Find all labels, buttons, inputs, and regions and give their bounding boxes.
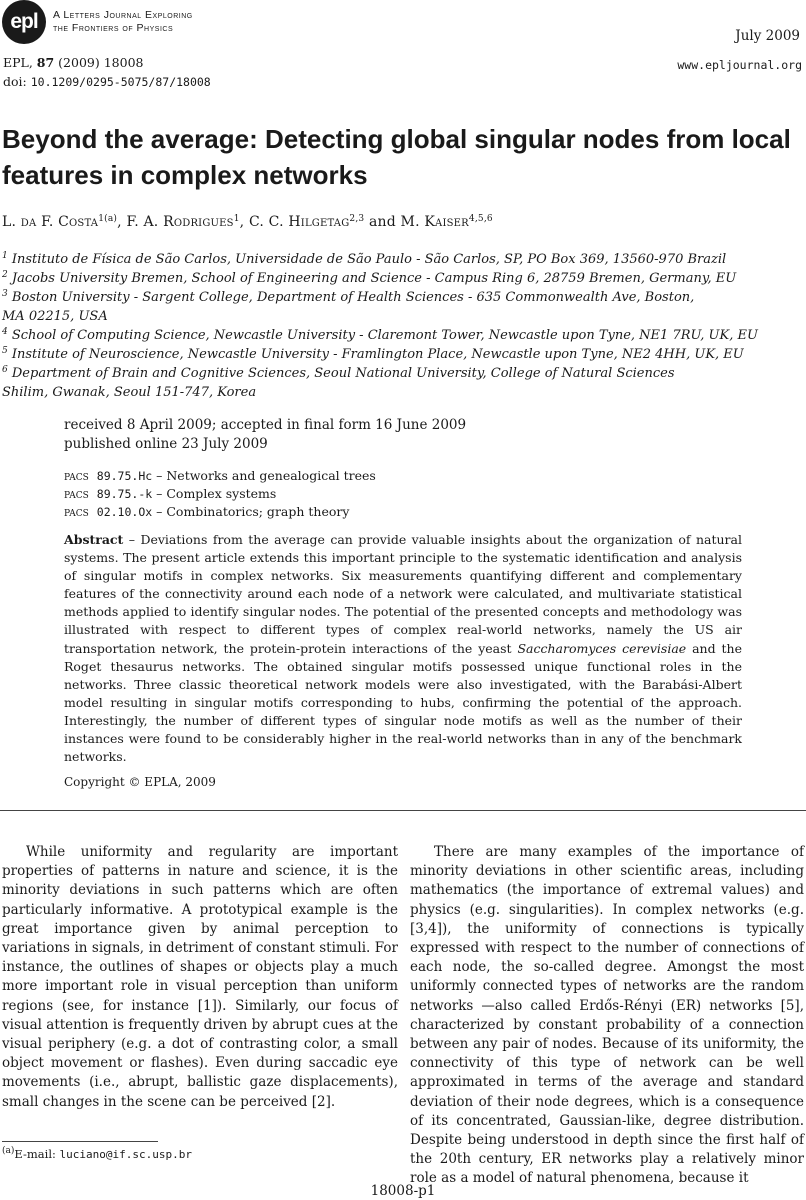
affiliation-1: $^1$ Instituto de Física de São Carlos, Universidade de São Paulo - São Carlos, SP, PO Box 369, 13560-970 Brazil xyxy=(2,251,727,267)
pacs-code-1: pacs 89.75.Hc – Networks and genealogical trees xyxy=(64,468,376,483)
footnote-divider xyxy=(2,1141,158,1142)
section-divider xyxy=(0,810,806,811)
doi-line: doi: 10.1209/0295-5075/87/18008 xyxy=(3,74,211,89)
body-column-right xyxy=(410,843,804,1189)
tagline-line-1: A Letters Journal Exploring xyxy=(53,9,193,21)
tagline-line-2: the Frontiers of Physics xyxy=(53,22,174,34)
body-column-left xyxy=(2,843,398,1112)
journal-website-link[interactable]: www.epljournal.org xyxy=(677,58,802,72)
affiliation-6: $^6$ Department of Brain and Cognitive Sciences, Seoul National University, College of Natural Sciences xyxy=(2,365,675,381)
journal-reference: EPL, 87 (2009) 18008 xyxy=(3,55,144,70)
affiliation-3-continued: MA 02215, USA xyxy=(2,309,108,324)
affiliation-4: $^4$ School of Computing Science, Newcastle University - Claremont Tower, Newcastle upon Tyne, NE1 7RU, UK, EU xyxy=(2,327,758,343)
received-date: received 8 April 2009; accepted in final form 16 June 2009 xyxy=(64,417,467,433)
author-list: L. da F. Costa$^{1(a)}$, F. A. Rodrigues$^1$, C. C. Hilgetag$^{2,3}$ and M. Kaiser$^{4,5,6}$ xyxy=(2,214,493,230)
doi-link[interactable]: 10.1209/0295-5075/87/18008 xyxy=(30,75,211,89)
body-paragraph: There are many examples of the importance of minority deviations in other scientific areas, including mathematics (the importance of extremal values) and physics (e.g. singularities). In complex networks (e.g. [3,4]), the uniformity of connections is typically expressed with respect to the number of connections of each node, the so-called degree. Amongst the most uniformly connected types of networks are the random networks —also called Erdős-Rényi (ER) networks [5], characterized by constant probability of a connection between any pair of nodes. Because of its uniformity, the connectivity of this type of network can be well approximated in terms of the average and standard deviation of their node degrees, which is a consequence of its concentrated, Gaussian-like, degree distribution. Despite being understood in depth since the first half of the 20th century, ER networks play a relatively minor role as a model of natural phenomena, because it xyxy=(410,844,804,1187)
pacs-code-2: pacs 89.75.-k – Complex systems xyxy=(64,486,277,501)
copyright-notice: Copyright © EPLA, 2009 xyxy=(64,775,216,789)
logo-text: epl xyxy=(10,10,38,33)
email-link[interactable]: luciano@if.sc.usp.br xyxy=(59,1148,192,1161)
issue-date: July 2009 xyxy=(735,28,800,44)
footnote: $^{(a)}$E-mail: luciano@if.sc.usp.br xyxy=(2,1146,192,1161)
affiliation-6-continued: Shilim, Gwanak, Seoul 151-747, Korea xyxy=(2,385,257,400)
pacs-code-3: pacs 02.10.Ox – Combinatorics; graph theory xyxy=(64,504,350,519)
page-number: 18008-p1 xyxy=(370,1183,436,1199)
journal-logo xyxy=(2,0,46,44)
paper-title: Beyond the average: Detecting global singular nodes from local features in complex networks xyxy=(2,124,791,190)
affiliation-2: $^2$ Jacobs University Bremen, School of Engineering and Science - Campus Ring 6, 28759 Bremen, Germany, EU xyxy=(2,270,737,286)
published-date: published online 23 July 2009 xyxy=(64,436,268,452)
body-paragraph: While uniformity and regularity are important properties of patterns in nature and science, it is the minority deviations in such patterns which are often particularly informative. A prototypical example is the great importance given by animal perception to variations in signals, in detriment of constant stimuli. For instance, the outlines of shapes or objects play a much more important role in visual perception than uniform regions (see, for instance [1]). Similarly, our focus of visual attention is frequently driven by abrupt cues at the visual periphery (e.g. a dot of contrasting color, a small object movement or flashes). Even during saccadic eye movements (i.e., abrupt, ballistic gaze displacements), small changes in the scene can be perceived [2]. xyxy=(2,844,398,1110)
affiliation-5: $^5$ Institute of Neuroscience, Newcastle University - Framlington Place, Newcastle upon Tyne, NE2 4HH, UK, EU xyxy=(2,346,744,362)
affiliation-3: $^3$ Boston University - Sargent College, Department of Health Sciences - 635 Commonwealth Ave, Boston, xyxy=(2,289,695,305)
abstract: Abstract – Deviations from the average can provide valuable insights about the organization of natural systems. The present article extends this important principle to the systematic identification and analysis of singular motifs in complex networks. Six measurements quantifying different and complementary features of the connectivity around each node of a network were calculated, and multivariate statistical methods applied to identify singular nodes. The potential of the presented concepts and methodology was illustrated with respect to different types of complex real-world networks, namely the US air transportation network, the protein-protein interactions of the yeast Saccharomyces cerevisiae and the Roget thesaurus networks. The obtained singular motifs possessed unique functional roles in the networks. Three classic theoretical network models were also investigated, with the Barabási-Albert model resulting in singular motifs corresponding to hubs, confirming the potential of the approach. Interestingly, the number of different types of singular node motifs as well as the number of their instances were found to be considerably higher in the real-world networks than in any of the benchmark networks. xyxy=(64,532,742,765)
